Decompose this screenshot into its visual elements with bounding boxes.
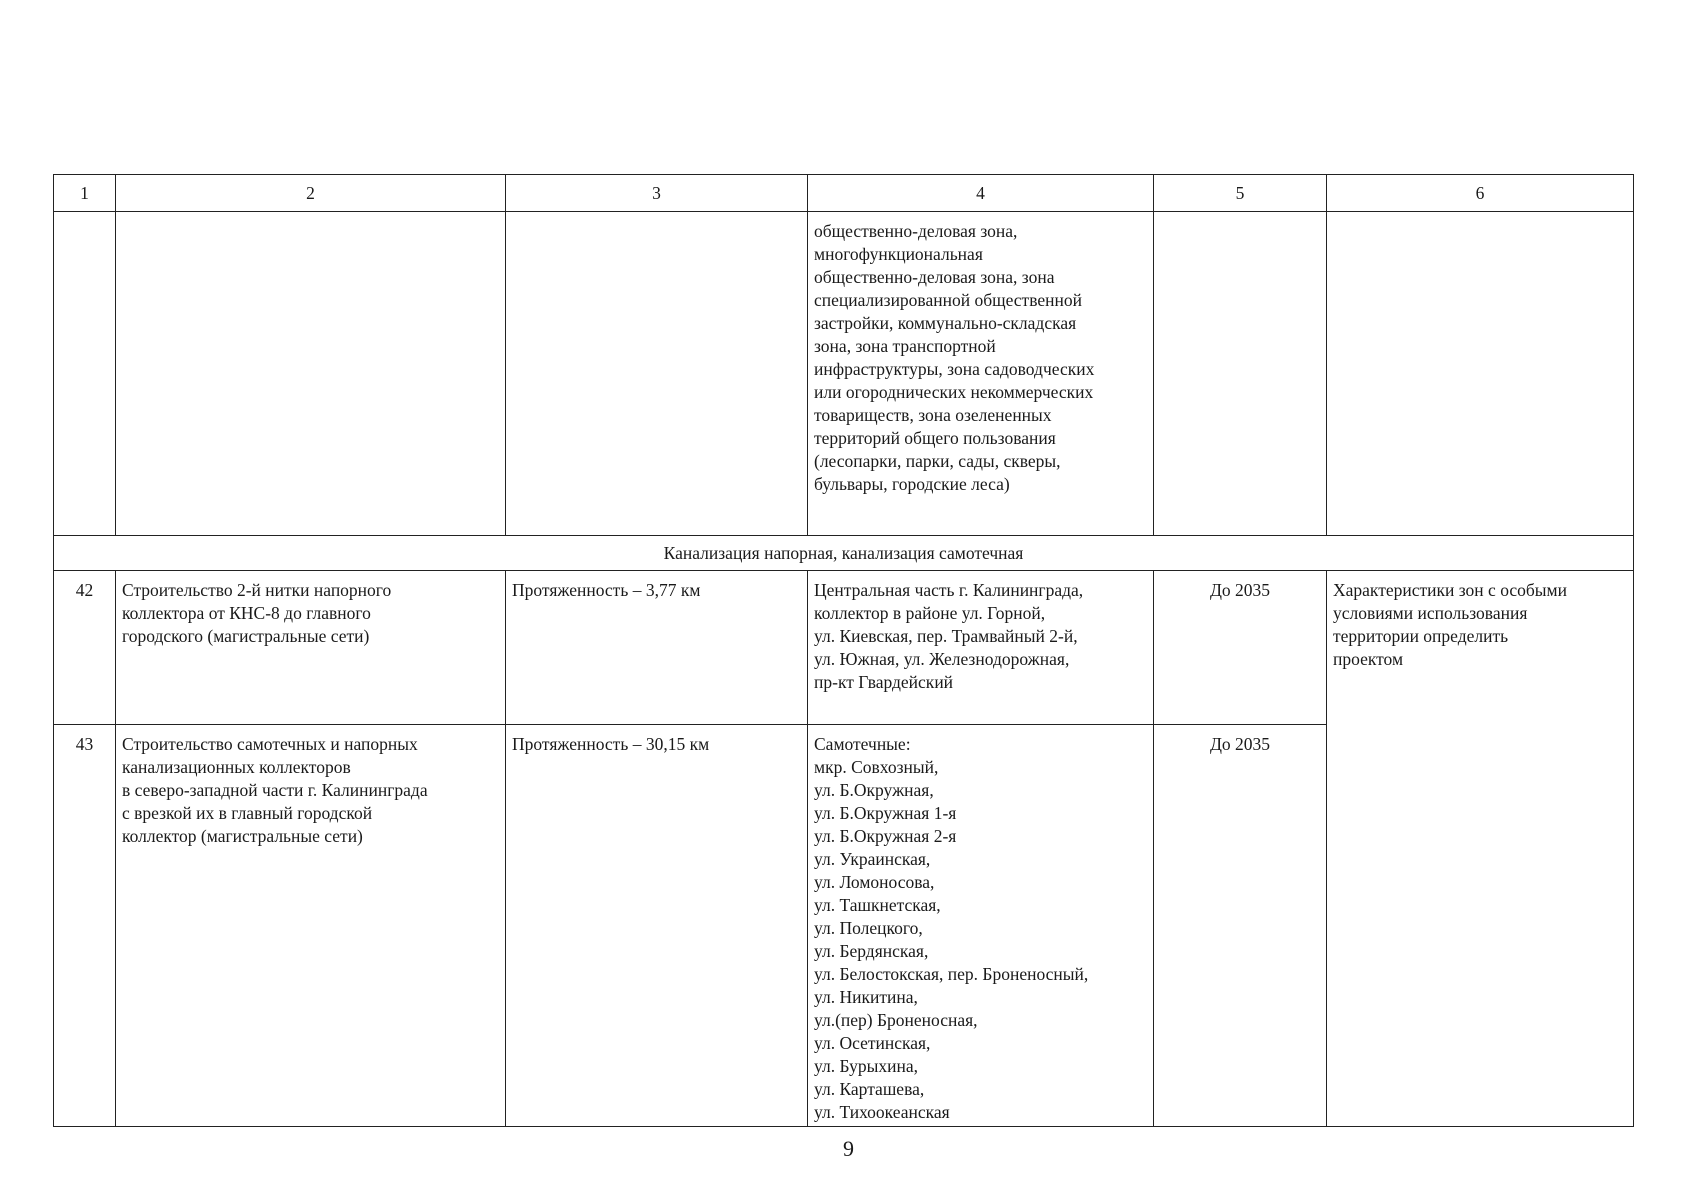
row-location-line: ул. Ташкнетская,	[814, 895, 941, 915]
row-name-line: коллектор (магистральные сети)	[122, 826, 363, 846]
continuation-zone-line: специализированной общественной	[814, 290, 1082, 310]
row-name-cell	[116, 571, 506, 725]
row-location-cell	[808, 571, 1154, 725]
header-col-4: 4	[808, 175, 1154, 212]
row-number: 43	[54, 725, 116, 1127]
continuation-zone-line: (лесопарки, парки, сады, скверы,	[814, 451, 1061, 471]
row-location-line: ул. Бурыхина,	[814, 1056, 918, 1076]
table-row	[54, 571, 1634, 725]
infrastructure-table	[53, 174, 1634, 1127]
row-name-line: с врезкой их в главный городской	[122, 803, 373, 823]
row-location-line: ул.(пер) Броненосная,	[814, 1010, 978, 1030]
continuation-zone-line: общественно-деловая зона, зона	[814, 267, 1055, 287]
row-location-line: ул. Бердянская,	[814, 941, 929, 961]
row-location-line: ул. Осетинская,	[814, 1033, 931, 1053]
row-location-line: мкр. Совхозный,	[814, 757, 939, 777]
row-location-line: ул. Полецкого,	[814, 918, 923, 938]
row-name-line: канализационных коллекторов	[122, 757, 351, 777]
continuation-zone-line: многофункциональная	[814, 244, 983, 264]
row-location-line: ул. Б.Окружная 2-я	[814, 826, 957, 846]
continuation-col-2	[116, 212, 506, 536]
row-length: Протяженность – 3,77 км	[506, 571, 808, 725]
continuation-zone-line: бульвары, городские леса)	[814, 474, 1010, 494]
row-location-line: ул. Никитина,	[814, 987, 918, 1007]
row-location-line: ул. Б.Окружная 1-я	[814, 803, 957, 823]
continuation-zone-line: или огороднических некоммерческих	[814, 382, 1094, 402]
row-location-line: ул. Украинская,	[814, 849, 931, 869]
row-name-line: городского (магистральные сети)	[122, 626, 370, 646]
header-col-6: 6	[1327, 175, 1634, 212]
row-note-line: Характеристики зон с особыми	[1333, 580, 1567, 600]
continuation-zone-line: общественно-деловая зона,	[814, 221, 1018, 241]
row-location-line: Центральная часть г. Калининграда,	[814, 580, 1084, 600]
continuation-col-1	[54, 212, 116, 536]
row-location-line: ул. Б.Окружная,	[814, 780, 934, 800]
row-location-line: пр-кт Гвардейский	[814, 672, 954, 692]
row-name-line: Строительство самотечных и напорных	[122, 734, 418, 754]
row-term: До 2035	[1154, 725, 1327, 1127]
continuation-zone-line: застройки, коммунально-складская	[814, 313, 1077, 333]
continuation-zone-line: инфраструктуры, зона садоводческих	[814, 359, 1095, 379]
page-number: 9	[843, 1136, 854, 1161]
section-title: Канализация напорная, канализация самотечная	[54, 536, 1634, 571]
continuation-col-6	[1327, 212, 1634, 536]
row-term: До 2035	[1154, 571, 1327, 725]
row-location-line: ул. Карташева,	[814, 1079, 925, 1099]
row-location-cell	[808, 725, 1154, 1127]
row-location-line: Самотечные:	[814, 734, 911, 754]
continuation-zone-line: территорий общего пользования	[814, 428, 1056, 448]
continuation-zone-line: товариществ, зона озелененных	[814, 405, 1052, 425]
row-length: Протяженность – 30,15 км	[506, 725, 808, 1127]
table-row-continuation	[54, 212, 1634, 536]
row-note-cell	[1327, 571, 1634, 1127]
row-number: 42	[54, 571, 116, 725]
row-location-line: ул. Южная, ул. Железнодорожная,	[814, 649, 1070, 669]
continuation-col-4	[808, 212, 1154, 536]
header-col-1: 1	[54, 175, 116, 212]
row-note-line: условиями использования	[1333, 603, 1528, 623]
row-location-line: ул. Киевская, пер. Трамвайный 2-й,	[814, 626, 1078, 646]
row-name-line: в северо-западной части г. Калининграда	[122, 780, 428, 800]
row-location-line: ул. Ломоносова,	[814, 872, 935, 892]
continuation-col-5	[1154, 212, 1327, 536]
header-col-5: 5	[1154, 175, 1327, 212]
row-name-cell	[116, 725, 506, 1127]
row-note-line: территории определить	[1333, 626, 1509, 646]
continuation-zone-line: зона, зона транспортной	[814, 336, 996, 356]
row-name-line: Строительство 2-й нитки напорного	[122, 580, 392, 600]
row-note-line: проектом	[1333, 649, 1404, 669]
continuation-col-3	[506, 212, 808, 536]
section-heading-row	[54, 536, 1634, 571]
header-col-3: 3	[506, 175, 808, 212]
row-location-line: ул. Тихоокеанская	[814, 1102, 950, 1122]
table-header-row	[54, 175, 1634, 212]
row-location-line: коллектор в районе ул. Горной,	[814, 603, 1046, 623]
header-col-2: 2	[116, 175, 506, 212]
row-name-line: коллектора от КНС-8 до главного	[122, 603, 371, 623]
row-location-line: ул. Белостокская, пер. Броненосный,	[814, 964, 1089, 984]
